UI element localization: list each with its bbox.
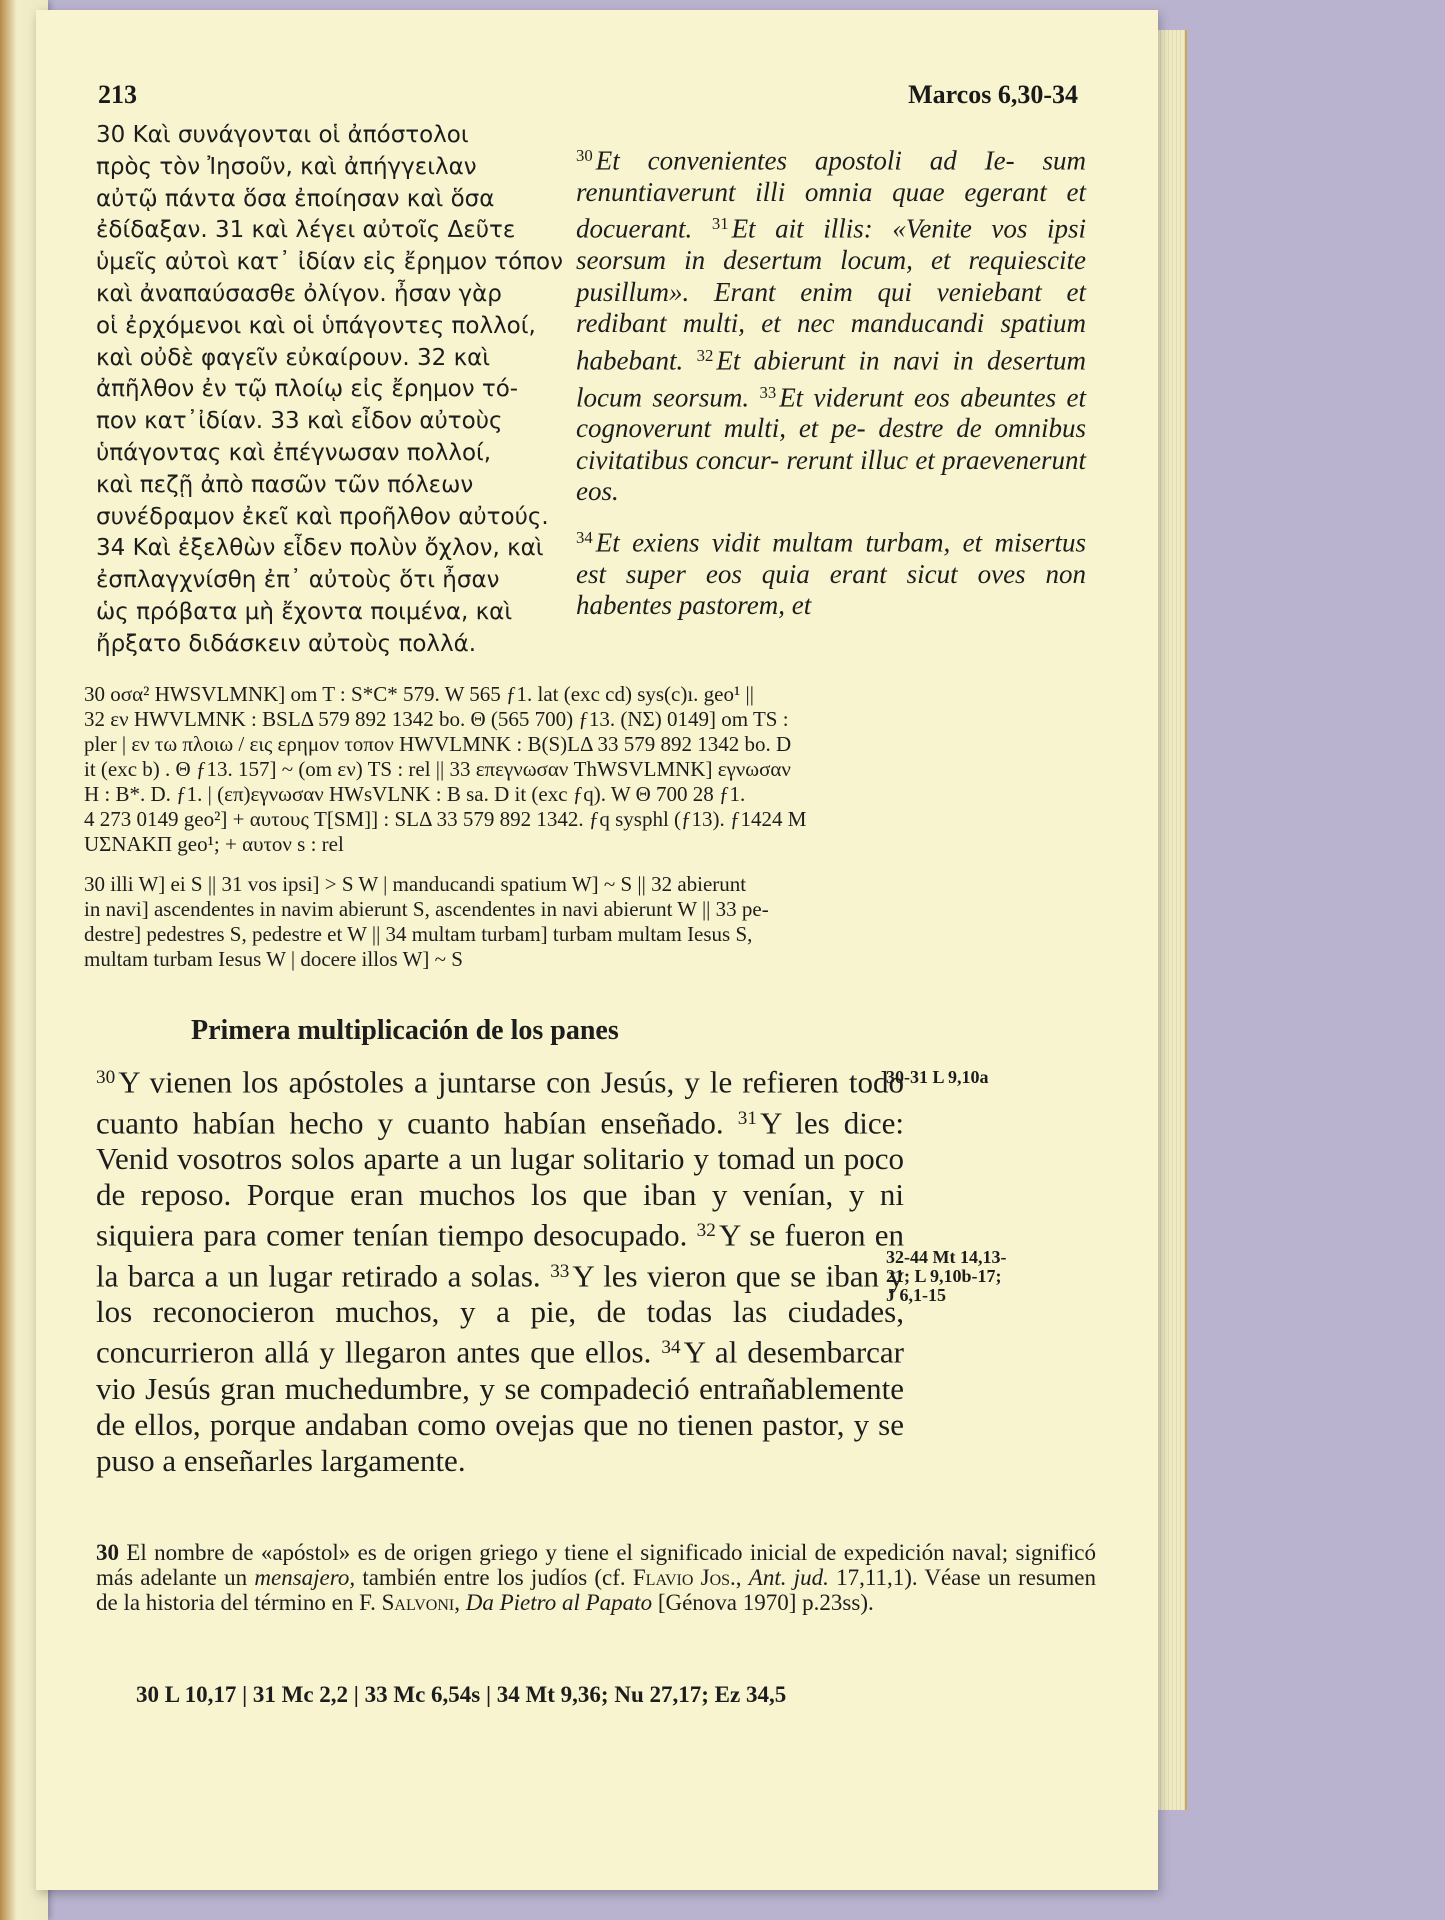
- greek-text-column: [96, 120, 596, 661]
- cross-references: 30 L 10,17 | 31 Mc 2,2 | 33 Mc 6,54s | 34 Mt 9,36; Nu 27,17; Ez 34,5: [136, 1682, 787, 1707]
- note-work-title: Da Pietro al Papato: [465, 1590, 653, 1615]
- latin-verse-34: Et exiens vidit multam turbam, et misertus est super eos quia erant sicut oves non habentes pastorem, et: [576, 527, 1086, 621]
- note-verse-number: 30: [96, 1540, 119, 1565]
- spanish-translation: [96, 1060, 904, 1479]
- verse-number: 31: [711, 214, 729, 234]
- verse-number: 31: [737, 1107, 757, 1129]
- page-number: 213: [98, 80, 137, 109]
- page-header: [98, 80, 1078, 114]
- running-head: Marcos 6,30-34: [908, 80, 1078, 109]
- greek-line: ἀπῆλθον ἐν τῷ πλοίῳ εἰς ἔρημον τό-: [96, 376, 519, 403]
- greek-critical-apparatus: [84, 682, 1084, 857]
- apparatus-line: 30 illi W] ei S || 31 vos ipsi] > S W | manducandi spatium W] ~ S || 32 abierunt: [84, 872, 747, 896]
- latin-text-column: [576, 140, 1086, 622]
- verse-number: 30: [576, 146, 593, 165]
- note-text: también entre los judíos (cf.: [362, 1565, 626, 1590]
- note-text: El nombre de «apóstol» es de origen griego y tiene el significado inicial de expedición naval; significó más adelante un: [96, 1540, 1097, 1590]
- greek-line: οἱ ἐρχόμενοι καὶ οἱ ὑπάγοντες πολλοί,: [96, 312, 536, 339]
- latin-verse-31: Et ait illis: «Venite vos ipsi seorsum in desertum locum, et requiescite pusillum». Erant enim qui veniebant et redibant multi, et nec manducandi spatium habebant.: [576, 213, 1086, 376]
- greek-line: καὶ οὐδὲ φαγεῖν εὐκαίρουν. 32 καὶ: [96, 344, 491, 371]
- margin-reference-line: 32-44 Mt 14,13-: [886, 1247, 1007, 1267]
- greek-line: πρὸς τὸν Ἰησοῦν, καὶ ἀπήγγειλαν: [96, 153, 477, 180]
- margin-reference: 30-31 L 9,10a: [886, 1067, 989, 1087]
- footnote: [96, 1540, 1096, 1615]
- margin-reference-line: 21; L 9,10b-17;: [886, 1266, 1002, 1286]
- apparatus-line: UΣNAKΠ geo¹; + αυτον s : rel: [84, 832, 344, 856]
- apparatus-line: 30 οσα² HWSVLMNK] om T : S*C* 579. W 565 ƒ1. lat (exc cd) sys(c)ı. geo¹ ||: [84, 682, 754, 706]
- note-text: 17,11,1). Véase un resumen de la historia del término en: [96, 1565, 1096, 1615]
- latin-verse-33: Et viderunt eos abeuntes et cognoverunt multi, et pe- destre de omnibus civitatibus concur- rerunt illuc et praevenerunt eos.: [576, 381, 1086, 507]
- apparatus-line: in navi] ascendentes in navim abierunt S, ascendentes in navi abierunt W || 33 pe-: [84, 897, 769, 921]
- apparatus-line: 32 εν HWVLMNK : BSLΔ 579 892 1342 bo. Θ (565 700) ƒ13. (ΝΣ) 0149] om TS :: [84, 707, 789, 731]
- greek-line: ἤρξατο διδάσκειν αὐτοὺς πολλά.: [96, 630, 477, 657]
- book-page: [36, 10, 1158, 1890]
- note-text: [Génova 1970] p.23ss).: [657, 1590, 874, 1615]
- verse-number: 33: [550, 1260, 570, 1282]
- greek-line: αὐτῷ πάντα ὅσα ἐποίησαν καὶ ὅσα: [96, 185, 495, 212]
- latin-verse-32: Et abierunt in navi in desertum locum seorsum.: [576, 345, 1086, 412]
- greek-line: 30 Καὶ συνάγονται οἱ ἀπόστολοι: [96, 122, 469, 148]
- verse-number: 33: [759, 382, 777, 402]
- greek-line: καὶ ἀναπαύσασθε ὀλίγον. ἦσαν γὰρ: [96, 280, 502, 307]
- spanish-verse-30: Y vienen los apóstoles a juntarse con Jesús, y le refieren todo cuanto habían hecho y cuanto habían enseñado.: [96, 1064, 904, 1141]
- apparatus-line: H : B*. D. ƒ1. | (επ)εγνωσαν HWsVLNK : B sa. D it (exc ƒq). W Θ 700 28 ƒ1.: [84, 782, 746, 806]
- greek-line: πον κατ᾽ἰδίαν. 33 καὶ εἶδον αὐτοὺς: [96, 408, 503, 435]
- apparatus-line: multam turbam Iesus W | docere illos W] ~ S: [84, 947, 463, 971]
- greek-line: συνέδραμον ἐκεῖ καὶ προῆλθον αὐτούς.: [96, 503, 549, 530]
- verse-number: 32: [696, 345, 714, 365]
- spanish-verse-34: Y al desembarcar vio Jesús gran muchedumbre, y se compadeció entrañablemente de ellos, porque andaban como ovejas que no tienen pastor, y se puso a enseñarles largamente.: [96, 1335, 904, 1479]
- verse-number: 34: [661, 1337, 681, 1359]
- greek-line: ἐδίδαξαν. 31 καὶ λέγει αὐτοῖς Δεῦτε: [96, 217, 516, 244]
- margin-reference: [886, 1248, 1066, 1305]
- greek-line: ὑμεῖς αὐτοὶ κατ᾽ ἰδίαν εἰς ἔρημον τόπον: [96, 249, 563, 276]
- latin-verse-30: Et convenientes apostoli ad Ie- sum renuntiaverunt illi omnia quae egerant et docuerant.: [576, 145, 1086, 244]
- section-title: Primera multiplicación de los panes: [191, 1015, 619, 1046]
- apparatus-line: it (exc b) . Θ ƒ13. 157] ~ (om εν) TS : rel || 33 επεγνωσαν ThWSVLMNK] εγνωσαν: [84, 757, 791, 781]
- margin-reference-line: J 6,1-15: [886, 1285, 946, 1305]
- apparatus-line: pler | εν τω πλοιω / εις ερημον τοπον HWVLMNK : B(S)LΔ 33 579 892 1342 bo. D: [84, 732, 792, 756]
- greek-line: ὑπάγοντας καὶ ἐπέγνωσαν πολλοί,: [96, 439, 492, 466]
- note-work-title: Ant. jud.: [748, 1565, 829, 1590]
- verse-number: 32: [696, 1220, 716, 1242]
- greek-line: ἐσπλαγχνίσθη ἐπ᾽ αὐτοὺς ὅτι ἦσαν: [96, 567, 500, 594]
- latin-critical-apparatus: [84, 872, 1084, 972]
- apparatus-line: 4 273 0149 geo²] + αυτους T[SM]] : SLΔ 33 579 892 1342. ƒq sysphl (ƒ13). ƒ1424 M: [84, 807, 807, 831]
- spanish-verse-33: Y les vieron que se iban y los reconocieron muchos, y a pie, de todas las ciudades, concurrieron allá y llegaron antes que ellos.: [96, 1258, 905, 1371]
- note-emphasis: mensajero,: [254, 1565, 356, 1590]
- note-author: Flavio Jos.,: [632, 1565, 742, 1590]
- greek-line: καὶ πεζῇ ἀπὸ πασῶν τῶν πόλεων: [96, 471, 474, 498]
- verse-number: 30: [96, 1067, 116, 1088]
- apparatus-line: destre] pedestres S, pedestre et W || 34 multam turbam] turbam multam Iesus S,: [84, 922, 753, 946]
- spanish-verse-31: Y les dice: Venid vosotros solos aparte a un lugar solitario y tomad un poco de reposo. Porque eran muchos los que iban y venían, y ni siquiera para comer tenían tiempo desocupado.: [96, 1105, 905, 1253]
- verse-number: 34: [576, 527, 593, 547]
- note-author: F. Salvoni,: [359, 1590, 460, 1615]
- greek-line: 34 Καὶ ἐξελθὼν εἶδεν πολὺν ὄχλον, καὶ: [96, 535, 544, 562]
- spanish-verse-32: Y se fueron en la barca a un lugar retirado a solas.: [96, 1217, 904, 1294]
- greek-line: ὡς πρόβατα μὴ ἔχοντα ποιμένα, καὶ: [96, 598, 513, 625]
